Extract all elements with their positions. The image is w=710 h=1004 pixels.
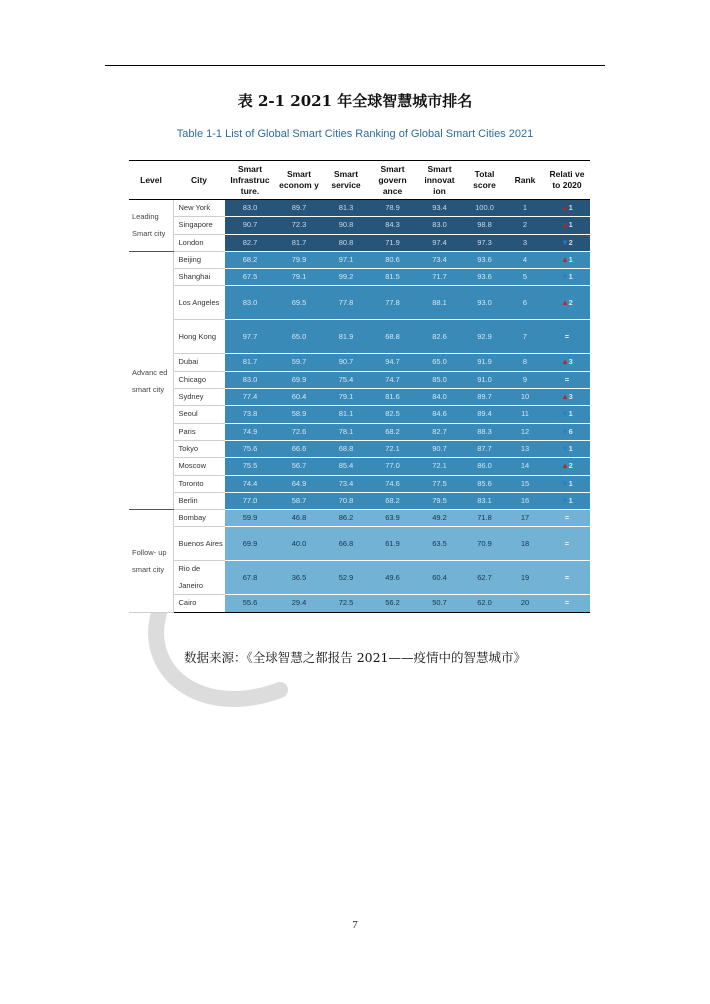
score-cell-service: 73.4 xyxy=(323,475,369,492)
rank-change-value: = xyxy=(564,572,570,582)
city-name: Paris xyxy=(173,423,225,440)
table-row xyxy=(129,200,590,217)
rank-change-value: = xyxy=(564,513,570,523)
score-cell-gov: 82.5 xyxy=(369,406,416,423)
score-cell-total: 83.1 xyxy=(463,492,506,509)
column-header: Rank xyxy=(506,161,544,200)
score-cell-rank: 4 xyxy=(506,251,544,268)
score-cell-innov: 65.0 xyxy=(416,354,463,371)
down-arrow-icon: ▼ xyxy=(561,426,569,436)
table-row xyxy=(129,406,590,423)
score-cell-service: 81.1 xyxy=(323,406,369,423)
city-name: Seoul xyxy=(173,406,225,423)
score-cell-gov: 68.2 xyxy=(369,423,416,440)
score-cell-infra: 75.6 xyxy=(225,440,275,457)
rank-change-cell xyxy=(544,423,590,440)
score-cell-gov: 56.2 xyxy=(369,595,416,612)
score-cell-gov: 78.9 xyxy=(369,200,416,217)
score-cell-infra: 74.4 xyxy=(225,475,275,492)
level-label: Follow- up smart city xyxy=(129,510,173,613)
rank-change-value: = xyxy=(564,538,570,548)
up-arrow-icon: ▲ xyxy=(561,357,569,367)
down-arrow-icon: ▼ xyxy=(561,272,569,282)
score-cell-rank: 2 xyxy=(506,217,544,234)
table-row xyxy=(129,269,590,286)
score-cell-infra: 90.7 xyxy=(225,217,275,234)
score-cell-innov: 97.4 xyxy=(416,234,463,251)
ranking-table xyxy=(129,160,590,613)
score-cell-econ: 72.6 xyxy=(275,423,323,440)
rank-change-cell xyxy=(544,492,590,509)
score-cell-gov: 68.2 xyxy=(369,492,416,509)
score-cell-rank: 7 xyxy=(506,320,544,354)
score-cell-service: 68.8 xyxy=(323,440,369,457)
score-cell-rank: 5 xyxy=(506,269,544,286)
score-cell-innov: 63.5 xyxy=(416,527,463,561)
rank-change-value: 1 xyxy=(568,478,573,488)
rank-change-cell xyxy=(544,561,590,595)
score-cell-service: 72.5 xyxy=(323,595,369,612)
score-cell-gov: 81.6 xyxy=(369,389,416,406)
score-cell-service: 86.2 xyxy=(323,510,369,527)
rank-change-cell xyxy=(544,234,590,251)
score-cell-total: 62.0 xyxy=(463,595,506,612)
up-arrow-icon: ▲ xyxy=(561,254,569,264)
score-cell-rank: 15 xyxy=(506,475,544,492)
score-cell-service: 97.1 xyxy=(323,251,369,268)
data-source-note: 数据来源：《全球智慧之都报告 2021——疫情中的智慧城市》 xyxy=(183,650,527,665)
rank-change-value: = xyxy=(564,374,570,384)
score-cell-econ: 58.9 xyxy=(275,406,323,423)
score-cell-innov: 73.4 xyxy=(416,251,463,268)
score-cell-gov: 74.7 xyxy=(369,371,416,388)
score-cell-innov: 50.7 xyxy=(416,595,463,612)
rank-change-cell xyxy=(544,475,590,492)
rank-change-value: = xyxy=(564,331,570,341)
rank-change-cell xyxy=(544,286,590,320)
level-label: Leading Smart city xyxy=(129,200,173,252)
score-cell-innov: 84.0 xyxy=(416,389,463,406)
score-cell-total: 62.7 xyxy=(463,561,506,595)
score-cell-service: 77.8 xyxy=(323,286,369,320)
score-cell-total: 91.9 xyxy=(463,354,506,371)
table-row xyxy=(129,371,590,388)
city-name: Moscow xyxy=(173,458,225,475)
score-cell-econ: 79.1 xyxy=(275,269,323,286)
table-row xyxy=(129,510,590,527)
score-cell-infra: 67.5 xyxy=(225,269,275,286)
table-header-row xyxy=(129,161,590,200)
table-row xyxy=(129,217,590,234)
score-cell-rank: 9 xyxy=(506,371,544,388)
score-cell-econ: 46.8 xyxy=(275,510,323,527)
score-cell-econ: 79.9 xyxy=(275,251,323,268)
score-cell-total: 98.8 xyxy=(463,217,506,234)
score-cell-service: 81.3 xyxy=(323,200,369,217)
score-cell-innov: 79.5 xyxy=(416,492,463,509)
score-cell-total: 89.7 xyxy=(463,389,506,406)
score-cell-econ: 69.5 xyxy=(275,286,323,320)
score-cell-econ: 36.5 xyxy=(275,561,323,595)
score-cell-infra: 77.0 xyxy=(225,492,275,509)
up-arrow-icon: ▲ xyxy=(561,392,569,402)
score-cell-gov: 68.8 xyxy=(369,320,416,354)
column-header: City xyxy=(173,161,225,200)
column-header: Total score xyxy=(463,161,506,200)
score-cell-infra: 73.8 xyxy=(225,406,275,423)
rank-change-cell xyxy=(544,251,590,268)
score-cell-service: 80.8 xyxy=(323,234,369,251)
score-cell-gov: 77.8 xyxy=(369,286,416,320)
column-header: Smart econom y xyxy=(275,161,323,200)
score-cell-service: 70.8 xyxy=(323,492,369,509)
score-cell-innov: 88.1 xyxy=(416,286,463,320)
rank-change-cell xyxy=(544,440,590,457)
table-row xyxy=(129,492,590,509)
down-arrow-icon: ▼ xyxy=(561,443,569,453)
score-cell-total: 92.9 xyxy=(463,320,506,354)
score-cell-innov: 93.4 xyxy=(416,200,463,217)
rank-change-value: 1 xyxy=(568,443,573,453)
table-row xyxy=(129,389,590,406)
table-body xyxy=(129,200,590,613)
up-arrow-icon: ▲ xyxy=(561,461,569,471)
column-header: Smart Infrastruc ture. xyxy=(225,161,275,200)
rank-change-cell xyxy=(544,320,590,354)
score-cell-innov: 82.7 xyxy=(416,423,463,440)
score-cell-econ: 72.3 xyxy=(275,217,323,234)
column-header: Relati ve to 2020 xyxy=(544,161,590,200)
column-header: Level xyxy=(129,161,173,200)
rank-change-cell xyxy=(544,527,590,561)
score-cell-innov: 72.1 xyxy=(416,458,463,475)
score-cell-gov: 49.6 xyxy=(369,561,416,595)
table-row xyxy=(129,475,590,492)
rank-change-value: 3 xyxy=(568,392,573,402)
score-cell-econ: 89.7 xyxy=(275,200,323,217)
city-name: Singapore xyxy=(173,217,225,234)
score-cell-gov: 63.9 xyxy=(369,510,416,527)
score-cell-rank: 18 xyxy=(506,527,544,561)
score-cell-infra: 83.0 xyxy=(225,371,275,388)
city-name: New York xyxy=(173,200,225,217)
score-cell-econ: 59.7 xyxy=(275,354,323,371)
score-cell-econ: 64.9 xyxy=(275,475,323,492)
city-name: Dubai xyxy=(173,354,225,371)
table-row xyxy=(129,354,590,371)
table-row xyxy=(129,458,590,475)
score-cell-infra: 77.4 xyxy=(225,389,275,406)
rank-change-value: 2 xyxy=(568,297,573,307)
rank-change-cell xyxy=(544,389,590,406)
score-cell-total: 93.6 xyxy=(463,251,506,268)
score-cell-total: 89.4 xyxy=(463,406,506,423)
score-cell-rank: 17 xyxy=(506,510,544,527)
score-cell-service: 75.4 xyxy=(323,371,369,388)
score-cell-rank: 14 xyxy=(506,458,544,475)
table-row xyxy=(129,320,590,354)
score-cell-gov: 61.9 xyxy=(369,527,416,561)
column-header: Smart innovat ion xyxy=(416,161,463,200)
city-name: Cairo xyxy=(173,595,225,612)
column-header: Smart service xyxy=(323,161,369,200)
city-name: London xyxy=(173,234,225,251)
score-cell-service: 99.2 xyxy=(323,269,369,286)
city-name: Los Angeles xyxy=(173,286,225,320)
rank-change-cell xyxy=(544,269,590,286)
score-cell-total: 88.3 xyxy=(463,423,506,440)
table-row xyxy=(129,440,590,457)
down-arrow-icon: ▼ xyxy=(561,478,569,488)
score-cell-infra: 55.6 xyxy=(225,595,275,612)
score-cell-total: 86.0 xyxy=(463,458,506,475)
page-number: 7 xyxy=(352,919,358,931)
score-cell-service: 79.1 xyxy=(323,389,369,406)
top-rule xyxy=(105,65,605,66)
score-cell-infra: 75.5 xyxy=(225,458,275,475)
rank-change-value: 1 xyxy=(568,254,573,264)
score-cell-service: 52.9 xyxy=(323,561,369,595)
city-name: Toronto xyxy=(173,475,225,492)
score-cell-infra: 82.7 xyxy=(225,234,275,251)
score-cell-rank: 20 xyxy=(506,595,544,612)
score-cell-infra: 81.7 xyxy=(225,354,275,371)
up-arrow-icon: ▲ xyxy=(561,297,569,307)
score-cell-econ: 60.4 xyxy=(275,389,323,406)
city-name: Bombay xyxy=(173,510,225,527)
rank-change-cell xyxy=(544,458,590,475)
score-cell-total: 71.8 xyxy=(463,510,506,527)
score-cell-econ: 56.7 xyxy=(275,458,323,475)
score-cell-rank: 12 xyxy=(506,423,544,440)
score-cell-econ: 65.0 xyxy=(275,320,323,354)
rank-change-value: = xyxy=(564,598,570,608)
city-name: Chicago xyxy=(173,371,225,388)
down-arrow-icon: ▼ xyxy=(561,409,569,419)
score-cell-infra: 83.0 xyxy=(225,286,275,320)
score-cell-service: 66.8 xyxy=(323,527,369,561)
score-cell-service: 90.8 xyxy=(323,217,369,234)
score-cell-gov: 72.1 xyxy=(369,440,416,457)
score-cell-innov: 60.4 xyxy=(416,561,463,595)
table-row xyxy=(129,286,590,320)
score-cell-innov: 71.7 xyxy=(416,269,463,286)
score-cell-infra: 97.7 xyxy=(225,320,275,354)
rank-change-value: 1 xyxy=(568,495,573,505)
score-cell-service: 90.7 xyxy=(323,354,369,371)
chinese-title: 表 2-1 2021 年全球智慧城市排名 xyxy=(237,92,473,110)
rank-change-value: 1 xyxy=(568,409,573,419)
score-cell-econ: 40.0 xyxy=(275,527,323,561)
table-row xyxy=(129,561,590,595)
rank-change-value: 2 xyxy=(568,237,573,247)
rank-change-value: 6 xyxy=(568,426,573,436)
table-row xyxy=(129,251,590,268)
score-cell-rank: 16 xyxy=(506,492,544,509)
score-cell-rank: 13 xyxy=(506,440,544,457)
rank-change-cell xyxy=(544,371,590,388)
level-label: Advanc ed smart city xyxy=(129,251,173,509)
score-cell-service: 85.4 xyxy=(323,458,369,475)
score-cell-rank: 10 xyxy=(506,389,544,406)
score-cell-gov: 71.9 xyxy=(369,234,416,251)
score-cell-rank: 6 xyxy=(506,286,544,320)
score-cell-econ: 58.7 xyxy=(275,492,323,509)
score-cell-gov: 84.3 xyxy=(369,217,416,234)
score-cell-infra: 69.9 xyxy=(225,527,275,561)
score-cell-infra: 59.9 xyxy=(225,510,275,527)
table-row xyxy=(129,234,590,251)
score-cell-total: 93.0 xyxy=(463,286,506,320)
rank-change-cell xyxy=(544,354,590,371)
rank-change-cell xyxy=(544,200,590,217)
rank-change-value: 1 xyxy=(568,272,573,282)
score-cell-innov: 85.0 xyxy=(416,371,463,388)
score-cell-service: 81.9 xyxy=(323,320,369,354)
city-name: Rio de Janeiro xyxy=(173,561,225,595)
score-cell-innov: 90.7 xyxy=(416,440,463,457)
down-arrow-icon: ▼ xyxy=(561,495,569,505)
score-cell-econ: 66.6 xyxy=(275,440,323,457)
score-cell-gov: 81.5 xyxy=(369,269,416,286)
score-cell-infra: 67.8 xyxy=(225,561,275,595)
score-cell-infra: 68.2 xyxy=(225,251,275,268)
city-name: Sydney xyxy=(173,389,225,406)
city-name: Shanghai xyxy=(173,269,225,286)
rank-change-value: 1 xyxy=(568,220,573,230)
score-cell-econ: 29.4 xyxy=(275,595,323,612)
score-cell-total: 91.0 xyxy=(463,371,506,388)
score-cell-total: 93.6 xyxy=(463,269,506,286)
score-cell-total: 87.7 xyxy=(463,440,506,457)
score-cell-innov: 49.2 xyxy=(416,510,463,527)
table-row xyxy=(129,423,590,440)
score-cell-rank: 3 xyxy=(506,234,544,251)
rank-change-value: 1 xyxy=(568,203,573,212)
score-cell-econ: 81.7 xyxy=(275,234,323,251)
rank-change-value: 2 xyxy=(568,461,573,471)
rank-change-cell xyxy=(544,217,590,234)
score-cell-total: 70.9 xyxy=(463,527,506,561)
rank-change-cell xyxy=(544,406,590,423)
city-name: Beijing xyxy=(173,251,225,268)
score-cell-econ: 69.9 xyxy=(275,371,323,388)
rank-change-cell xyxy=(544,510,590,527)
score-cell-innov: 83.0 xyxy=(416,217,463,234)
score-cell-infra: 83.0 xyxy=(225,200,275,217)
city-name: Buenos Aires xyxy=(173,527,225,561)
up-arrow-icon: ▲ xyxy=(561,220,569,230)
table-row xyxy=(129,595,590,612)
score-cell-gov: 80.6 xyxy=(369,251,416,268)
city-name: Tokyo xyxy=(173,440,225,457)
table-row xyxy=(129,527,590,561)
score-cell-rank: 8 xyxy=(506,354,544,371)
score-cell-innov: 84.6 xyxy=(416,406,463,423)
score-cell-total: 97.3 xyxy=(463,234,506,251)
rank-change-cell xyxy=(544,595,590,612)
score-cell-total: 85.6 xyxy=(463,475,506,492)
down-arrow-icon: ▼ xyxy=(561,237,569,247)
score-cell-infra: 74.9 xyxy=(225,423,275,440)
score-cell-rank: 11 xyxy=(506,406,544,423)
english-title: Table 1-1 List of Global Smart Cities Ranking of Global Smart Cities 2021 xyxy=(176,128,534,140)
score-cell-innov: 82.6 xyxy=(416,320,463,354)
city-name: Hong Kong xyxy=(173,320,225,354)
score-cell-gov: 74.6 xyxy=(369,475,416,492)
score-cell-rank: 1 xyxy=(506,200,544,217)
column-header: Smart govern ance xyxy=(369,161,416,200)
score-cell-total: 100.0 xyxy=(463,200,506,217)
score-cell-rank: 19 xyxy=(506,561,544,595)
score-cell-gov: 94.7 xyxy=(369,354,416,371)
score-cell-gov: 77.0 xyxy=(369,458,416,475)
score-cell-service: 78.1 xyxy=(323,423,369,440)
city-name: Berlin xyxy=(173,492,225,509)
score-cell-innov: 77.5 xyxy=(416,475,463,492)
up-arrow-icon: ▲ xyxy=(561,203,569,212)
rank-change-value: 3 xyxy=(568,357,573,367)
